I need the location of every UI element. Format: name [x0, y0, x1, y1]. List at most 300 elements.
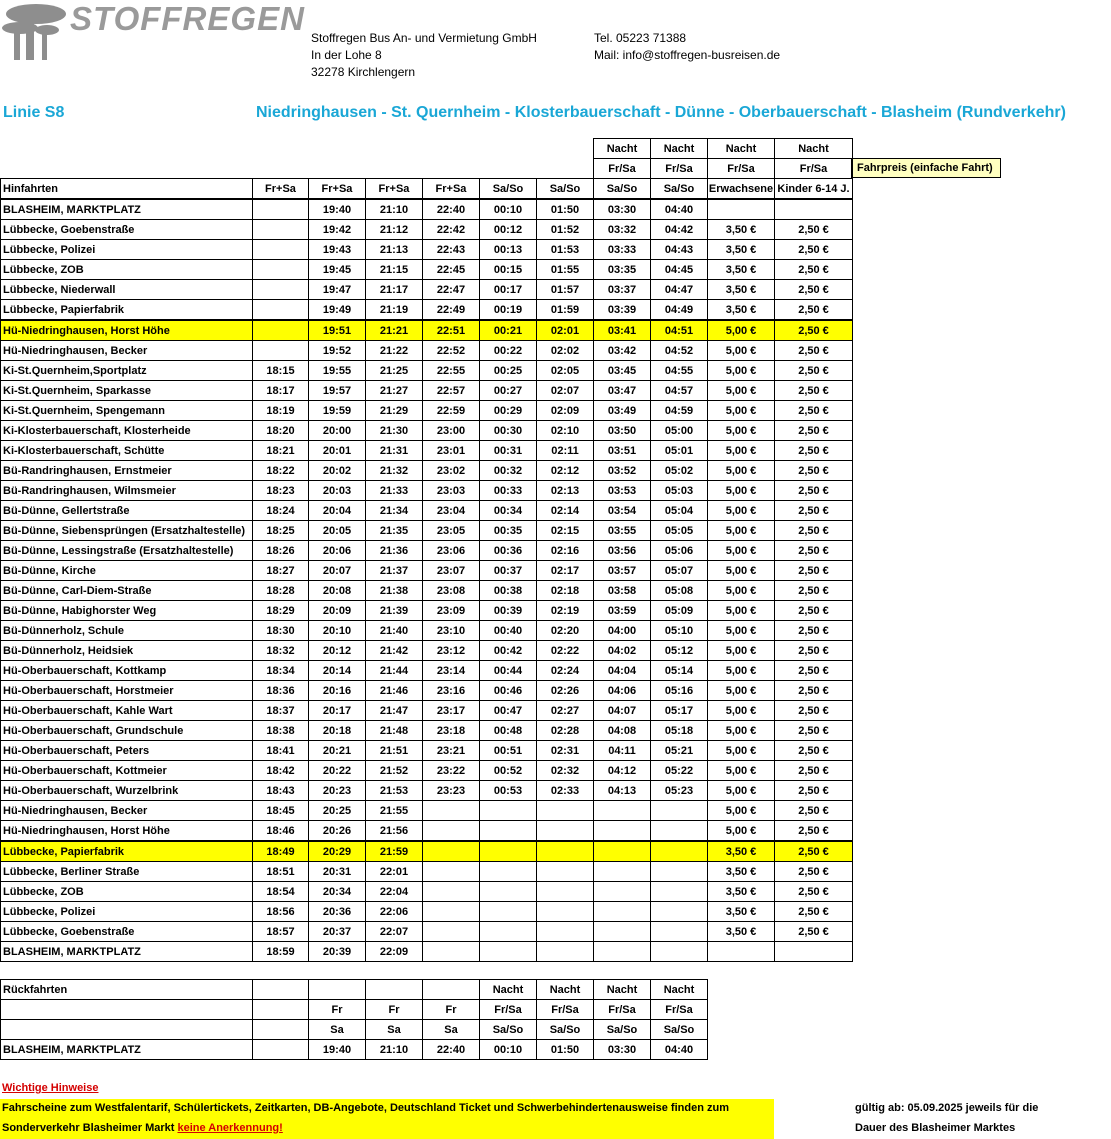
time-cell: [480, 882, 537, 902]
time-cell: 05:02: [651, 461, 708, 481]
time-cell: 02:22: [537, 641, 594, 661]
time-cell: [480, 902, 537, 922]
time-cell: 18:37: [253, 701, 309, 721]
time-cell: 21:44: [366, 661, 423, 681]
time-cell: 02:31: [537, 741, 594, 761]
stop-name: Hü-Niedringhausen, Becker: [1, 801, 253, 821]
time-cell: 2,50 €: [775, 280, 853, 300]
time-cell: Sa/So: [651, 1020, 708, 1040]
time-cell: 23:03: [423, 481, 480, 501]
table-row: [1, 521, 853, 541]
table-row: [1, 561, 853, 581]
time-cell: 19:45: [309, 260, 366, 280]
table-row: [1, 701, 853, 721]
company-street: In der Lohe 8: [311, 48, 382, 62]
time-cell: Nacht: [651, 980, 708, 1000]
time-cell: Nacht: [480, 980, 537, 1000]
time-cell: 20:14: [309, 661, 366, 681]
time-cell: 20:01: [309, 441, 366, 461]
table-row: [1, 862, 853, 882]
table-row: [1, 641, 853, 661]
time-cell: 5,00 €: [708, 721, 775, 741]
time-cell: 5,00 €: [708, 781, 775, 801]
time-cell: 20:37: [309, 922, 366, 942]
time-cell: 22:06: [366, 902, 423, 922]
table-row: [1, 721, 853, 741]
stop-name: Ki-St.Quernheim, Sparkasse: [1, 381, 253, 401]
time-cell: 20:08: [309, 581, 366, 601]
time-cell: [594, 922, 651, 942]
time-cell: 04:12: [594, 761, 651, 781]
time-cell: 03:41: [594, 320, 651, 341]
company-address: [311, 30, 537, 81]
time-cell: [423, 882, 480, 902]
time-cell: 21:32: [366, 461, 423, 481]
time-cell: Nacht: [537, 980, 594, 1000]
stop-name: Lübbecke, Papierfabrik: [1, 841, 253, 862]
stop-name: Bü-Randringhausen, Wilmsmeier: [1, 481, 253, 501]
stop-name: Ki-Klosterbauerschaft, Schütte: [1, 441, 253, 461]
time-cell: 5,00 €: [708, 581, 775, 601]
time-cell: Sa/So: [480, 179, 537, 200]
time-cell: 05:22: [651, 761, 708, 781]
table-row: [1, 361, 853, 381]
stop-name: Bü-Dünne, Kirche: [1, 561, 253, 581]
time-cell: 02:32: [537, 761, 594, 781]
time-cell: 00:46: [480, 681, 537, 701]
time-cell: 2,50 €: [775, 841, 853, 862]
stop-name: Lübbecke, ZOB: [1, 882, 253, 902]
time-cell: 21:30: [366, 421, 423, 441]
time-cell: 2,50 €: [775, 260, 853, 280]
time-cell: 02:15: [537, 521, 594, 541]
stop-name: Lübbecke, ZOB: [1, 260, 253, 280]
time-cell: Fr+Sa: [366, 179, 423, 200]
time-cell: 3,50 €: [708, 922, 775, 942]
time-cell: 23:05: [423, 521, 480, 541]
time-cell: 2,50 €: [775, 821, 853, 842]
time-cell: 05:03: [651, 481, 708, 501]
time-cell: 18:25: [253, 521, 309, 541]
time-cell: 19:40: [309, 199, 366, 220]
time-cell: 02:26: [537, 681, 594, 701]
time-cell: Nacht: [708, 139, 775, 159]
time-cell: 03:57: [594, 561, 651, 581]
time-cell: 02:07: [537, 381, 594, 401]
time-cell: 18:24: [253, 501, 309, 521]
time-cell: 00:34: [480, 501, 537, 521]
time-cell: Fr+Sa: [309, 179, 366, 200]
time-cell: 21:10: [366, 1040, 423, 1060]
time-cell: 21:52: [366, 761, 423, 781]
time-cell: [253, 199, 309, 220]
stop-name: BLASHEIM, MARKTPLATZ: [1, 199, 253, 220]
time-cell: 2,50 €: [775, 601, 853, 621]
time-cell: 19:47: [309, 280, 366, 300]
time-cell: [537, 159, 594, 179]
time-cell: Fr/Sa: [480, 1000, 537, 1020]
time-cell: 18:59: [253, 942, 309, 962]
time-cell: 04:00: [594, 621, 651, 641]
time-cell: 02:17: [537, 561, 594, 581]
time-cell: 21:59: [366, 841, 423, 862]
time-cell: 04:04: [594, 661, 651, 681]
time-cell: 5,00 €: [708, 621, 775, 641]
time-cell: [253, 320, 309, 341]
time-cell: 00:13: [480, 240, 537, 260]
time-cell: 05:06: [651, 541, 708, 561]
time-cell: [423, 922, 480, 942]
time-cell: 00:31: [480, 441, 537, 461]
time-cell: 5,00 €: [708, 421, 775, 441]
time-cell: 18:32: [253, 641, 309, 661]
time-cell: 2,50 €: [775, 922, 853, 942]
time-cell: Sa: [309, 1020, 366, 1040]
notes-line-2: [2, 1122, 283, 1134]
time-cell: 05:05: [651, 521, 708, 541]
time-cell: 3,50 €: [708, 862, 775, 882]
time-cell: [423, 902, 480, 922]
time-cell: 02:09: [537, 401, 594, 421]
time-cell: 19:40: [309, 1040, 366, 1060]
time-cell: 02:05: [537, 361, 594, 381]
time-cell: 20:04: [309, 501, 366, 521]
time-cell: 2,50 €: [775, 581, 853, 601]
table-row: [1, 300, 853, 321]
line-label: Linie S8: [3, 104, 65, 121]
time-cell: 18:56: [253, 902, 309, 922]
header-cell: [1, 1020, 253, 1040]
time-cell: [480, 841, 537, 862]
time-cell: 02:20: [537, 621, 594, 641]
time-cell: 02:13: [537, 481, 594, 501]
time-cell: 22:51: [423, 320, 480, 341]
table-row: [1, 381, 853, 401]
time-cell: Fr/Sa: [594, 159, 651, 179]
time-cell: Fr/Sa: [708, 159, 775, 179]
table-row: [1, 421, 853, 441]
time-cell: 23:22: [423, 761, 480, 781]
stop-name: Lübbecke, Niederwall: [1, 280, 253, 300]
time-cell: [480, 159, 537, 179]
company-phone: Tel. 05223 71388: [594, 31, 687, 45]
time-cell: 00:40: [480, 621, 537, 641]
header-row: [1, 179, 853, 200]
stop-name: Lübbecke, Papierfabrik: [1, 300, 253, 321]
time-cell: 5,00 €: [708, 641, 775, 661]
route-title: Niedringhausen - St. Quernheim - Klosterbauerschaft - Dünne - Oberbauerschaft - Blasheim (Rundverkehr): [256, 104, 1066, 121]
time-cell: 21:22: [366, 341, 423, 361]
table-row: [1, 681, 853, 701]
time-cell: [253, 300, 309, 321]
time-cell: 02:33: [537, 781, 594, 801]
time-cell: 02:01: [537, 320, 594, 341]
time-cell: [423, 841, 480, 862]
time-cell: 2,50 €: [775, 721, 853, 741]
time-cell: [651, 821, 708, 842]
time-cell: 20:31: [309, 862, 366, 882]
time-cell: 02:16: [537, 541, 594, 561]
time-cell: [708, 942, 775, 962]
time-cell: 23:14: [423, 661, 480, 681]
time-cell: 19:49: [309, 300, 366, 321]
time-cell: 18:23: [253, 481, 309, 501]
time-cell: 21:37: [366, 561, 423, 581]
time-cell: 20:12: [309, 641, 366, 661]
time-cell: 00:10: [480, 1040, 537, 1060]
time-cell: 04:59: [651, 401, 708, 421]
time-cell: 20:10: [309, 621, 366, 641]
time-cell: 19:52: [309, 341, 366, 361]
time-cell: 05:16: [651, 681, 708, 701]
table-row: [1, 781, 853, 801]
time-cell: 2,50 €: [775, 220, 853, 240]
stop-name: Bü-Randringhausen, Ernstmeier: [1, 461, 253, 481]
time-cell: 2,50 €: [775, 661, 853, 681]
time-cell: 02:18: [537, 581, 594, 601]
time-cell: 19:55: [309, 361, 366, 381]
time-cell: 02:27: [537, 701, 594, 721]
time-cell: 21:39: [366, 601, 423, 621]
time-cell: 20:21: [309, 741, 366, 761]
time-cell: 21:51: [366, 741, 423, 761]
stop-name: Lübbecke, Goebenstraße: [1, 220, 253, 240]
company-name: Stoffregen Bus An- und Vermietung GmbH: [311, 31, 537, 45]
time-cell: 00:21: [480, 320, 537, 341]
time-cell: 18:38: [253, 721, 309, 741]
time-cell: 18:51: [253, 862, 309, 882]
time-cell: 20:17: [309, 701, 366, 721]
time-cell: Fr/Sa: [537, 1000, 594, 1020]
stop-name: Bü-Dünnerholz, Heidsiek: [1, 641, 253, 661]
time-cell: 03:50: [594, 421, 651, 441]
table-row: [1, 441, 853, 461]
time-cell: 5,00 €: [708, 761, 775, 781]
time-cell: 22:52: [423, 341, 480, 361]
time-cell: 04:52: [651, 341, 708, 361]
time-cell: 2,50 €: [775, 501, 853, 521]
time-cell: 01:59: [537, 300, 594, 321]
time-cell: Nacht: [775, 139, 853, 159]
time-cell: 3,50 €: [708, 280, 775, 300]
time-cell: 18:22: [253, 461, 309, 481]
stop-name: Bü-Dünne, Gellertstraße: [1, 501, 253, 521]
time-cell: 21:12: [366, 220, 423, 240]
time-cell: [309, 980, 366, 1000]
time-cell: 18:45: [253, 801, 309, 821]
stop-name: Hü-Oberbauerschaft, Kottkamp: [1, 661, 253, 681]
time-cell: [366, 159, 423, 179]
time-cell: 2,50 €: [775, 421, 853, 441]
time-cell: Fr: [366, 1000, 423, 1020]
table-row: [1, 541, 853, 561]
time-cell: 23:16: [423, 681, 480, 701]
time-cell: 03:37: [594, 280, 651, 300]
time-cell: 20:03: [309, 481, 366, 501]
time-cell: 18:34: [253, 661, 309, 681]
time-cell: 19:51: [309, 320, 366, 341]
time-cell: 01:53: [537, 240, 594, 260]
time-cell: 04:49: [651, 300, 708, 321]
time-cell: [309, 159, 366, 179]
time-cell: 00:29: [480, 401, 537, 421]
time-cell: 2,50 €: [775, 862, 853, 882]
time-cell: [423, 980, 480, 1000]
time-cell: 22:45: [423, 260, 480, 280]
time-cell: 03:56: [594, 541, 651, 561]
time-cell: 19:43: [309, 240, 366, 260]
table-row: [1, 581, 853, 601]
time-cell: 00:52: [480, 761, 537, 781]
stop-name: Hü-Oberbauerschaft, Peters: [1, 741, 253, 761]
time-cell: [253, 980, 309, 1000]
time-cell: 00:53: [480, 781, 537, 801]
table-row: [1, 501, 853, 521]
time-cell: 00:36: [480, 541, 537, 561]
time-cell: [423, 821, 480, 842]
time-cell: 3,50 €: [708, 902, 775, 922]
time-cell: 02:02: [537, 341, 594, 361]
time-cell: 20:00: [309, 421, 366, 441]
time-cell: [480, 862, 537, 882]
time-cell: 5,00 €: [708, 821, 775, 842]
time-cell: 18:46: [253, 821, 309, 842]
time-cell: 03:51: [594, 441, 651, 461]
time-cell: Nacht: [594, 980, 651, 1000]
time-cell: 04:11: [594, 741, 651, 761]
table-row: [1, 1040, 708, 1060]
time-cell: 05:01: [651, 441, 708, 461]
time-cell: 00:10: [480, 199, 537, 220]
time-cell: 19:59: [309, 401, 366, 421]
table-row: [1, 481, 853, 501]
stop-name: Lübbecke, Berliner Straße: [1, 862, 253, 882]
time-cell: [253, 240, 309, 260]
time-cell: [594, 801, 651, 821]
table-row: [1, 401, 853, 421]
time-cell: 23:04: [423, 501, 480, 521]
time-cell: 2,50 €: [775, 882, 853, 902]
time-cell: [537, 821, 594, 842]
time-cell: 00:35: [480, 521, 537, 541]
time-cell: 00:17: [480, 280, 537, 300]
time-cell: 04:06: [594, 681, 651, 701]
time-cell: Fr: [423, 1000, 480, 1020]
time-cell: 02:11: [537, 441, 594, 461]
time-cell: [253, 1000, 309, 1020]
time-cell: 00:51: [480, 741, 537, 761]
time-cell: 03:32: [594, 220, 651, 240]
time-cell: 5,00 €: [708, 601, 775, 621]
time-cell: [537, 882, 594, 902]
time-cell: 20:18: [309, 721, 366, 741]
time-cell: 23:09: [423, 601, 480, 621]
time-cell: [423, 801, 480, 821]
time-cell: 05:14: [651, 661, 708, 681]
time-cell: 2,50 €: [775, 561, 853, 581]
time-cell: Fr+Sa: [253, 179, 309, 200]
time-cell: 2,50 €: [775, 401, 853, 421]
time-cell: 23:23: [423, 781, 480, 801]
notes-line-2-text: Sonderverkehr Blasheimer Markt: [2, 1122, 178, 1134]
time-cell: 02:12: [537, 461, 594, 481]
notes-warning: keine Anerkennung!: [177, 1122, 283, 1134]
validity-line-1: gültig ab: 05.09.2025 jeweils für die: [855, 1102, 1039, 1114]
time-cell: 18:27: [253, 561, 309, 581]
time-cell: 22:42: [423, 220, 480, 240]
time-cell: 04:57: [651, 381, 708, 401]
time-cell: [366, 980, 423, 1000]
time-cell: 21:48: [366, 721, 423, 741]
time-cell: 22:04: [366, 882, 423, 902]
time-cell: 5,00 €: [708, 401, 775, 421]
table-row: [1, 601, 853, 621]
time-cell: 23:21: [423, 741, 480, 761]
header-cell: Hinfahrten: [1, 179, 253, 200]
time-cell: [594, 882, 651, 902]
time-cell: 03:55: [594, 521, 651, 541]
time-cell: 05:17: [651, 701, 708, 721]
stop-name: BLASHEIM, MARKTPLATZ: [1, 942, 253, 962]
time-cell: 20:36: [309, 902, 366, 922]
time-cell: [651, 902, 708, 922]
time-cell: [253, 159, 309, 179]
time-cell: 21:55: [366, 801, 423, 821]
time-cell: 21:42: [366, 641, 423, 661]
company-city: 32278 Kirchlengern: [311, 65, 416, 79]
time-cell: 18:42: [253, 761, 309, 781]
time-cell: 05:07: [651, 561, 708, 581]
time-cell: 00:37: [480, 561, 537, 581]
time-cell: Sa/So: [480, 1020, 537, 1040]
time-cell: 04:07: [594, 701, 651, 721]
time-cell: 05:18: [651, 721, 708, 741]
time-cell: 22:57: [423, 381, 480, 401]
time-cell: 00:12: [480, 220, 537, 240]
time-cell: 05:08: [651, 581, 708, 601]
time-cell: 20:07: [309, 561, 366, 581]
time-cell: 20:29: [309, 841, 366, 862]
time-cell: [651, 942, 708, 962]
time-cell: 21:21: [366, 320, 423, 341]
time-cell: 5,00 €: [708, 561, 775, 581]
company-contact: [594, 30, 780, 64]
stop-name: Hü-Oberbauerschaft, Grundschule: [1, 721, 253, 741]
time-cell: 5,00 €: [708, 701, 775, 721]
time-cell: [253, 260, 309, 280]
time-cell: 01:50: [537, 199, 594, 220]
time-cell: 21:36: [366, 541, 423, 561]
time-cell: 04:51: [651, 320, 708, 341]
time-cell: [253, 220, 309, 240]
time-cell: 5,00 €: [708, 441, 775, 461]
time-cell: 22:09: [366, 942, 423, 962]
time-cell: 04:43: [651, 240, 708, 260]
time-cell: 22:07: [366, 922, 423, 942]
time-cell: 00:42: [480, 641, 537, 661]
logo-text: STOFFREGEN: [70, 0, 305, 37]
time-cell: 04:08: [594, 721, 651, 741]
time-cell: 04:45: [651, 260, 708, 280]
time-cell: [594, 821, 651, 842]
time-cell: 00:25: [480, 361, 537, 381]
time-cell: 21:56: [366, 821, 423, 842]
stop-name: Ki-Klosterbauerschaft, Klosterheide: [1, 421, 253, 441]
table-row: [1, 841, 853, 862]
time-cell: 03:52: [594, 461, 651, 481]
time-cell: [708, 199, 775, 220]
stop-name: Bü-Dünne, Habighorster Weg: [1, 601, 253, 621]
